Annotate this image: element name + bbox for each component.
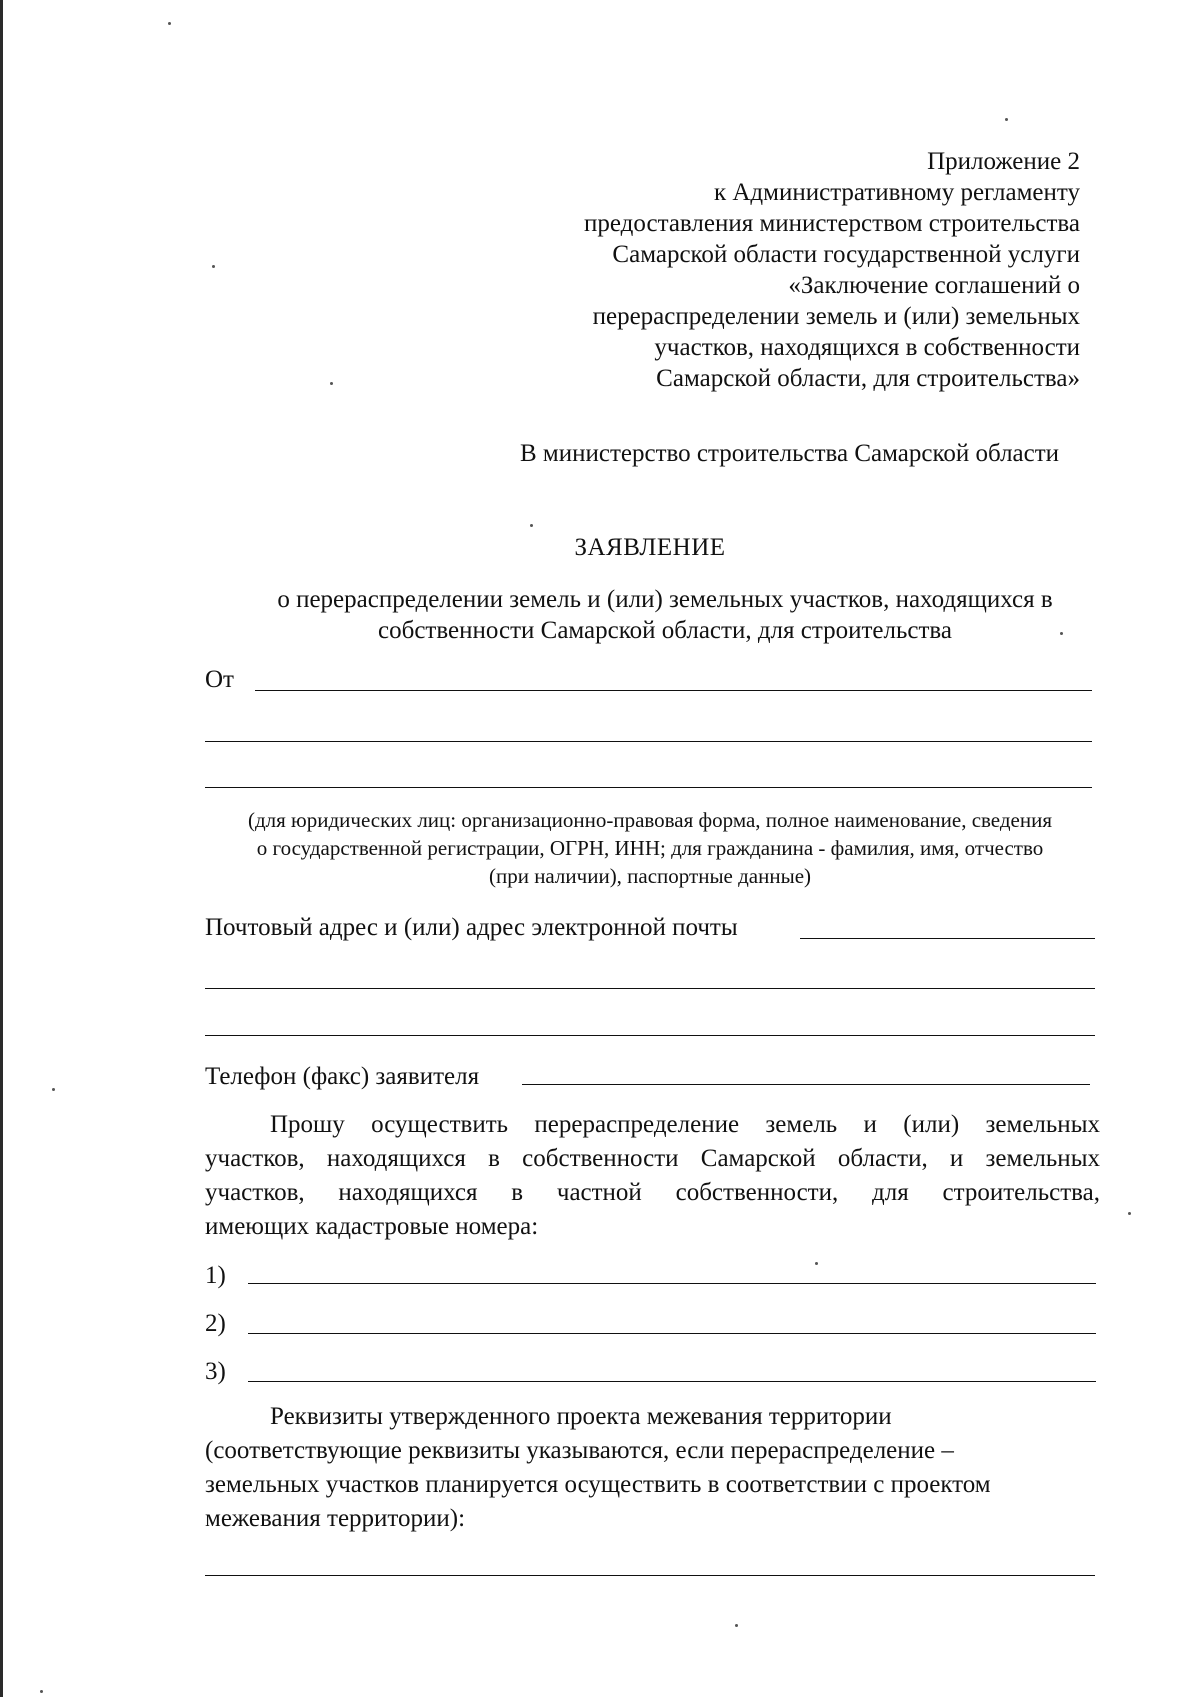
header-line: к Административному регламенту	[713, 179, 1080, 206]
applicant-note	[200, 806, 1100, 890]
scan-speck	[530, 524, 533, 527]
document-title: ЗАЯВЛЕНИЕ	[574, 534, 726, 561]
request-line: участков, находящихся в частной собственности, для строительства,	[205, 1179, 1100, 1206]
cadastral-number-2-field[interactable]	[248, 1333, 1096, 1334]
header-line: «Заключение соглашений о	[788, 272, 1080, 299]
request-paragraph	[205, 1108, 1100, 1244]
project-details-field[interactable]	[205, 1575, 1095, 1576]
cadastral-item-1-label: 1)	[205, 1262, 226, 1289]
scan-speck	[735, 1624, 738, 1627]
phone-field[interactable]	[522, 1084, 1090, 1085]
header-line: Приложение 2	[927, 148, 1080, 175]
address-field-line2[interactable]	[205, 988, 1095, 989]
subtitle-line: собственности Самарской области, для строительства	[378, 617, 952, 644]
cadastral-number-3-field[interactable]	[248, 1381, 1096, 1382]
scan-left-edge	[0, 0, 3, 1697]
cadastral-item-3-label: 3)	[205, 1358, 226, 1385]
header-line: перераспределении земель и (или) земельных	[592, 303, 1080, 330]
scan-speck	[212, 265, 215, 268]
note-line: (для юридических лиц: организационно-правовая форма, полное наименование, сведения	[247, 808, 1052, 832]
project-line: земельных участков планируется осуществить в соответствии с проектом	[205, 1471, 991, 1498]
document-subtitle	[225, 584, 1105, 646]
scan-speck	[168, 22, 171, 25]
request-line: участков, находящихся в собственности Самарской области, и земельных	[205, 1145, 1100, 1172]
header-line: Самарской области государственной услуги	[612, 241, 1080, 268]
project-line: Реквизиты утвержденного проекта межевания территории	[270, 1403, 892, 1430]
appendix-header	[520, 146, 1080, 394]
applicant-name-field-line3[interactable]	[205, 787, 1092, 788]
scan-speck	[815, 1262, 818, 1265]
note-line: (при наличии), паспортные данные)	[488, 864, 812, 888]
address-field[interactable]	[800, 938, 1095, 939]
project-line: межевания территории):	[205, 1505, 466, 1532]
scan-speck	[330, 382, 333, 385]
phone-label: Телефон (факс) заявителя	[205, 1063, 480, 1090]
cadastral-number-1-field[interactable]	[248, 1283, 1096, 1284]
addressee: В министерство строительства Самарской области	[520, 440, 1060, 467]
scan-speck	[1005, 118, 1008, 121]
address-label: Почтовый адрес и (или) адрес электронной почты	[205, 914, 738, 941]
applicant-name-field[interactable]	[255, 690, 1092, 691]
cadastral-item-2-label: 2)	[205, 1310, 226, 1337]
request-line: имеющих кадастровые номера:	[205, 1213, 539, 1240]
from-label: От	[205, 666, 234, 693]
project-line: (соответствующие реквизиты указываются, если перераспределение –	[205, 1437, 954, 1464]
address-field-line3[interactable]	[205, 1035, 1095, 1036]
header-line: участков, находящихся в собственности	[654, 334, 1080, 361]
request-line: Прошу осуществить перераспределение земель и (или) земельных	[270, 1111, 1100, 1138]
scan-speck	[52, 1088, 55, 1091]
project-paragraph	[205, 1400, 1085, 1536]
subtitle-line: о перераспределении земель и (или) земельных участков, находящихся в	[277, 586, 1053, 613]
scan-speck	[1128, 1212, 1131, 1215]
header-line: предоставления министерством строительства	[584, 210, 1080, 237]
scan-speck	[40, 1690, 43, 1693]
note-line: о государственной регистрации, ОГРН, ИНН; для гражданина - фамилия, имя, отчество	[256, 836, 1044, 860]
header-line: Самарской области, для строительства»	[656, 365, 1080, 392]
applicant-name-field-line2[interactable]	[205, 741, 1092, 742]
